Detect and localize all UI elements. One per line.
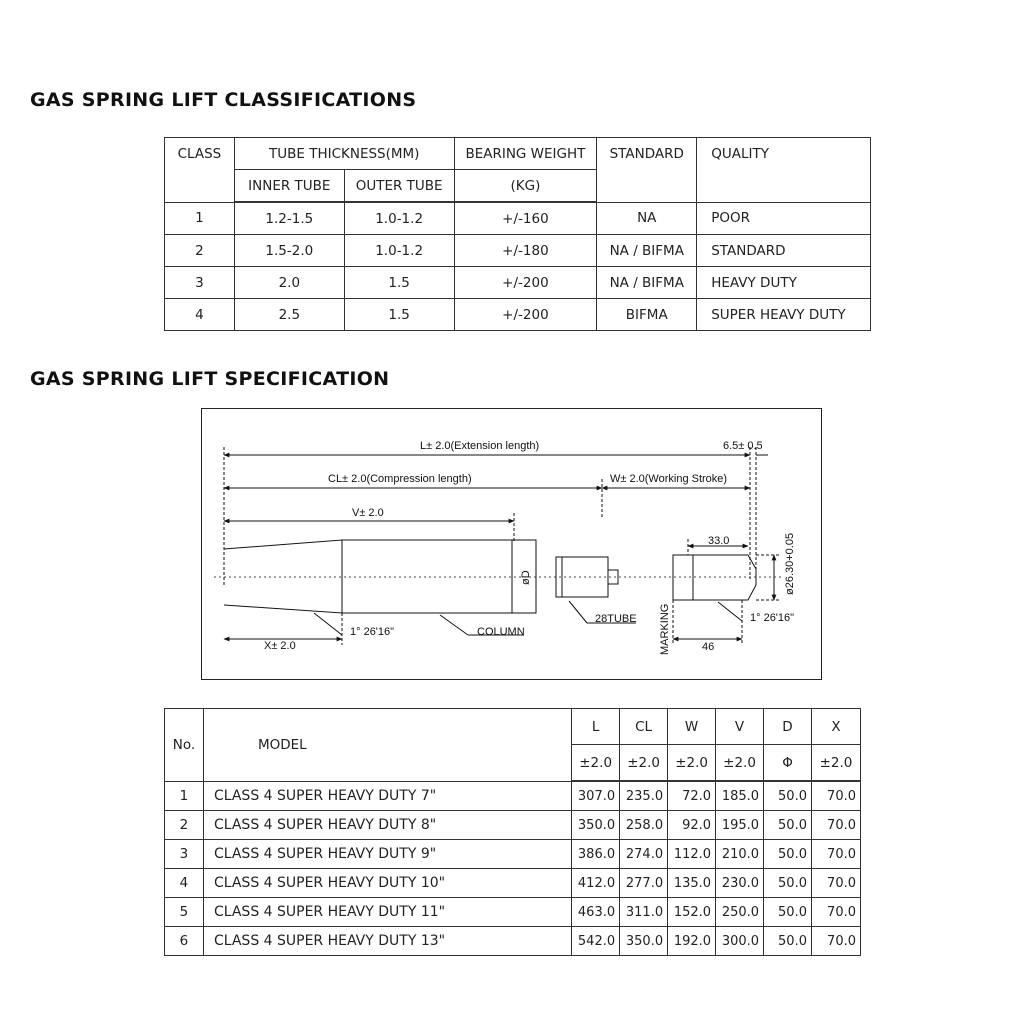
label-v: V± 2.0	[352, 507, 384, 519]
cell-class: 4	[165, 299, 235, 331]
cell-outer: 1.5	[344, 299, 454, 331]
header-bearing-weight: BEARING WEIGHT	[454, 138, 597, 170]
cell-model: CLASS 4 SUPER HEAVY DUTY 9"	[203, 840, 571, 869]
cell-x: 70.0	[811, 811, 860, 840]
cell-x: 70.0	[811, 840, 860, 869]
header-tube-thickness: TUBE THICKNESS(MM)	[234, 138, 454, 170]
cell-no: 2	[165, 811, 204, 840]
cell-class: 2	[165, 235, 235, 267]
cell-outer: 1.5	[344, 267, 454, 299]
label-compression: CL± 2.0(Compression length)	[328, 473, 472, 485]
header-tol-l: ±2.0	[572, 745, 620, 782]
cell-v: 210.0	[716, 840, 764, 869]
angle2-leader	[718, 602, 742, 621]
label-tube: 28TUBE	[595, 613, 637, 625]
cell-inner: 2.0	[234, 267, 344, 299]
cell-x: 70.0	[811, 781, 860, 811]
cell-weight: +/-160	[454, 202, 597, 235]
cell-cl: 235.0	[620, 781, 668, 811]
header-tol-d: Φ	[764, 745, 812, 782]
cell-cl: 311.0	[620, 898, 668, 927]
cell-no: 5	[165, 898, 204, 927]
cell-outer: 1.0-1.2	[344, 235, 454, 267]
label-marking: MARKING	[659, 603, 671, 655]
cell-quality: SUPER HEAVY DUTY	[697, 299, 871, 331]
table-row	[165, 811, 861, 840]
table-row	[165, 267, 871, 299]
cell-l: 307.0	[572, 781, 620, 811]
cell-w: 152.0	[668, 898, 716, 927]
cell-l: 463.0	[572, 898, 620, 927]
header-v: V	[716, 709, 764, 745]
tube-leader	[569, 601, 587, 623]
cell-outer: 1.0-1.2	[344, 202, 454, 235]
piston-head	[693, 555, 756, 600]
label-46: 46	[702, 641, 715, 653]
table-row	[165, 898, 861, 927]
cell-no: 4	[165, 869, 204, 898]
specification-table	[164, 708, 861, 956]
cell-weight: +/-180	[454, 235, 597, 267]
column-taper-outline	[224, 540, 342, 613]
header-l: L	[572, 709, 620, 745]
cell-v: 185.0	[716, 781, 764, 811]
header-tol-cl: ±2.0	[620, 745, 668, 782]
cell-model: CLASS 4 SUPER HEAVY DUTY 8"	[203, 811, 571, 840]
cell-v: 195.0	[716, 811, 764, 840]
label-extension: L± 2.0(Extension length)	[420, 440, 540, 452]
table-header-row	[165, 138, 871, 170]
cell-w: 135.0	[668, 869, 716, 898]
header-outer-tube: OUTER TUBE	[344, 170, 454, 203]
cell-standard: NA	[597, 202, 697, 235]
cell-weight: +/-200	[454, 267, 597, 299]
cell-quality: STANDARD	[697, 235, 871, 267]
piston-ring	[673, 555, 693, 600]
classifications-table	[164, 137, 871, 331]
cell-d: 50.0	[764, 898, 812, 927]
header-w: W	[668, 709, 716, 745]
header-tol-w: ±2.0	[668, 745, 716, 782]
cell-cl: 277.0	[620, 869, 668, 898]
cell-l: 350.0	[572, 811, 620, 840]
table-row	[165, 840, 861, 869]
cell-v: 300.0	[716, 927, 764, 956]
header-x: X	[811, 709, 860, 745]
table-row	[165, 299, 871, 331]
label-tip: 6.5± 0.5	[723, 440, 763, 452]
header-standard: STANDARD	[597, 138, 697, 203]
cell-d: 50.0	[764, 781, 812, 811]
cell-x: 70.0	[811, 927, 860, 956]
header-bearing-unit: (KG)	[454, 170, 597, 203]
header-inner-tube: INNER TUBE	[234, 170, 344, 203]
header-cl: CL	[620, 709, 668, 745]
cell-model: CLASS 4 SUPER HEAVY DUTY 7"	[203, 781, 571, 811]
label-angle1: 1° 26'16"	[350, 626, 395, 638]
cell-model: CLASS 4 SUPER HEAVY DUTY 13"	[203, 927, 571, 956]
cell-d: 50.0	[764, 811, 812, 840]
label-diameter: ø26.30+0.05	[784, 532, 796, 595]
cell-model: CLASS 4 SUPER HEAVY DUTY 10"	[203, 869, 571, 898]
cell-standard: BIFMA	[597, 299, 697, 331]
angle1-leader	[314, 613, 342, 635]
header-quality: QUALITY	[697, 138, 871, 203]
cell-d: 50.0	[764, 869, 812, 898]
cell-cl: 258.0	[620, 811, 668, 840]
label-33: 33.0	[708, 535, 730, 547]
header-tol-x: ±2.0	[811, 745, 860, 782]
cell-standard: NA / BIFMA	[597, 235, 697, 267]
classifications-heading: GAS SPRING LIFT CLASSIFICATIONS	[30, 89, 417, 111]
cell-inner: 2.5	[234, 299, 344, 331]
table-row	[165, 781, 861, 811]
cell-x: 70.0	[811, 869, 860, 898]
label-od: øD	[520, 570, 532, 585]
label-angle2: 1° 26'16"	[750, 612, 795, 624]
table-row	[165, 235, 871, 267]
cell-d: 50.0	[764, 927, 812, 956]
header-no: No.	[165, 709, 204, 782]
cell-weight: +/-200	[454, 299, 597, 331]
cell-cl: 350.0	[620, 927, 668, 956]
cell-no: 1	[165, 781, 204, 811]
cell-w: 192.0	[668, 927, 716, 956]
cell-l: 412.0	[572, 869, 620, 898]
cell-no: 3	[165, 840, 204, 869]
header-tol-v: ±2.0	[716, 745, 764, 782]
cell-class: 3	[165, 267, 235, 299]
table-row	[165, 869, 861, 898]
cell-cl: 274.0	[620, 840, 668, 869]
header-d: D	[764, 709, 812, 745]
table-row	[165, 927, 861, 956]
cell-quality: HEAVY DUTY	[697, 267, 871, 299]
cell-model: CLASS 4 SUPER HEAVY DUTY 11"	[203, 898, 571, 927]
column-leader	[440, 615, 468, 635]
cell-inner: 1.2-1.5	[234, 202, 344, 235]
cell-class: 1	[165, 202, 235, 235]
cell-inner: 1.5-2.0	[234, 235, 344, 267]
cell-w: 72.0	[668, 781, 716, 811]
table-header-row	[165, 709, 861, 745]
cell-v: 230.0	[716, 869, 764, 898]
label-stroke: W± 2.0(Working Stroke)	[610, 473, 728, 485]
gas-spring-drawing	[202, 409, 820, 678]
cell-w: 92.0	[668, 811, 716, 840]
column-body	[342, 540, 512, 613]
table-row	[165, 202, 871, 235]
cell-d: 50.0	[764, 840, 812, 869]
cell-l: 386.0	[572, 840, 620, 869]
cell-no: 6	[165, 927, 204, 956]
cell-x: 70.0	[811, 898, 860, 927]
header-model: MODEL	[203, 709, 571, 782]
cell-quality: POOR	[697, 202, 871, 235]
cell-l: 542.0	[572, 927, 620, 956]
cell-standard: NA / BIFMA	[597, 267, 697, 299]
header-class: CLASS	[165, 138, 235, 203]
cell-w: 112.0	[668, 840, 716, 869]
gas-spring-diagram	[201, 408, 822, 680]
cell-v: 250.0	[716, 898, 764, 927]
label-x: X± 2.0	[264, 640, 296, 652]
label-column: COLUMN	[477, 626, 525, 638]
specification-heading: GAS SPRING LIFT SPECIFICATION	[30, 368, 390, 390]
